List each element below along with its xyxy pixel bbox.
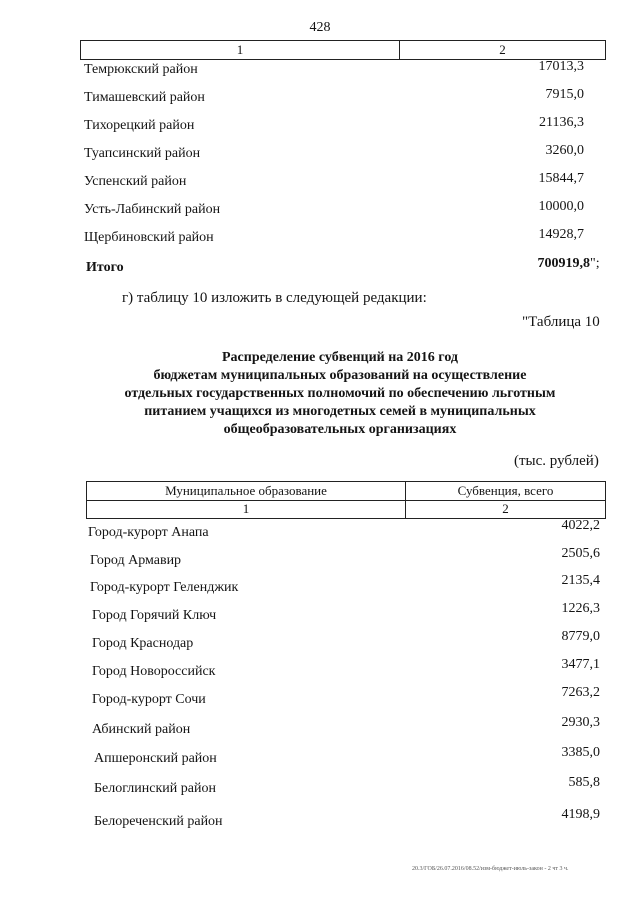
table2-row-name: Апшеронский район bbox=[94, 751, 217, 766]
document-title-line: бюджетам муниципальных образований на осуществление bbox=[153, 368, 527, 383]
table2-row-value: 3385,0 bbox=[561, 745, 600, 760]
table1-row-value: 17013,3 bbox=[538, 59, 584, 74]
table2-row-value: 4198,9 bbox=[561, 807, 600, 822]
table1-total-value: 700919,8 bbox=[537, 256, 590, 271]
table1-header bbox=[80, 40, 606, 60]
table1-row-name: Тихорецкий район bbox=[84, 118, 195, 133]
document-footer: 20.3/ГОБ/26.07.2016/08.52/изм-бюджет-июль-закон - 2 чт 3 ч. bbox=[412, 866, 569, 872]
table1-row-value: 14928,7 bbox=[538, 227, 584, 242]
table2-row-name: Город-курорт Сочи bbox=[92, 692, 206, 707]
table1-row-value: 10000,0 bbox=[538, 199, 584, 214]
table2-column-municipality: Муниципальное образование bbox=[165, 483, 327, 498]
table1-total-suffix: "; bbox=[590, 256, 600, 271]
table2-row-value: 1226,3 bbox=[561, 601, 600, 616]
table2-row-name: Город Краснодар bbox=[92, 636, 194, 651]
table1-row-name: Туапсинский район bbox=[84, 146, 201, 161]
table2-number-2: 2 bbox=[502, 501, 509, 516]
document-title-line: общеобразовательных организациях bbox=[223, 422, 457, 437]
document-title-line: питанием учащихся из многодетных семей в муниципальных bbox=[144, 404, 536, 419]
instruction-text: г) таблицу 10 изложить в следующей редакции: bbox=[122, 290, 427, 306]
page-number: 428 bbox=[309, 20, 331, 35]
units-label: (тыс. рублей) bbox=[514, 453, 599, 469]
table2-column-subvention: Субвенция, всего bbox=[457, 483, 554, 498]
table-reference: "Таблица 10 bbox=[522, 314, 600, 330]
table1-row-name: Темрюкский район bbox=[84, 62, 198, 77]
table1-row-name: Тимашевский район bbox=[84, 90, 205, 105]
table1-row-name: Усть-Лабинский район bbox=[84, 202, 221, 217]
table1-row-name: Щербиновский район bbox=[84, 230, 214, 245]
table1-row-name: Успенский район bbox=[84, 174, 187, 189]
table2-row-name: Абинский район bbox=[92, 722, 191, 737]
table1-row-value: 7915,0 bbox=[545, 87, 584, 102]
table1-row-value: 21136,3 bbox=[539, 115, 584, 130]
table2-row-value: 7263,2 bbox=[561, 685, 600, 700]
table2-row-name: Город-курорт Анапа bbox=[88, 525, 209, 540]
table2-row-name: Город Новороссийск bbox=[92, 664, 216, 679]
table2-row-value: 3477,1 bbox=[561, 657, 600, 672]
table2-header-divider-v bbox=[405, 482, 406, 518]
table2-row-value: 585,8 bbox=[568, 775, 600, 790]
table2-row-value: 2930,3 bbox=[561, 715, 600, 730]
table2-row-name: Город Горячий Ключ bbox=[92, 608, 217, 623]
table2-row-name: Город Армавир bbox=[90, 553, 182, 568]
document-title-line: Распределение субвенций на 2016 год bbox=[222, 350, 458, 365]
table2-row-name: Город-курорт Геленджик bbox=[90, 580, 239, 595]
document-title-line: отдельных государственных полномочий по обеспечению льготным bbox=[124, 386, 556, 401]
table2-row-value: 2505,6 bbox=[561, 546, 600, 561]
table2-row-value: 8779,0 bbox=[561, 629, 600, 644]
table2-number-1: 1 bbox=[242, 501, 250, 516]
table1-row-value: 15844,7 bbox=[538, 171, 584, 186]
table2-row-name: Белореченский район bbox=[94, 814, 223, 829]
table1-row-value: 3260,0 bbox=[545, 143, 584, 158]
table2-header bbox=[86, 481, 606, 519]
table1-header-col2: 2 bbox=[499, 42, 506, 57]
table2-row-value: 2135,4 bbox=[561, 573, 600, 588]
table1-total-label: Итого bbox=[86, 260, 124, 275]
table2-row-value: 4022,2 bbox=[561, 518, 600, 533]
table2-row-name: Белоглинский район bbox=[94, 781, 216, 796]
table1-header-col1: 1 bbox=[236, 42, 244, 57]
